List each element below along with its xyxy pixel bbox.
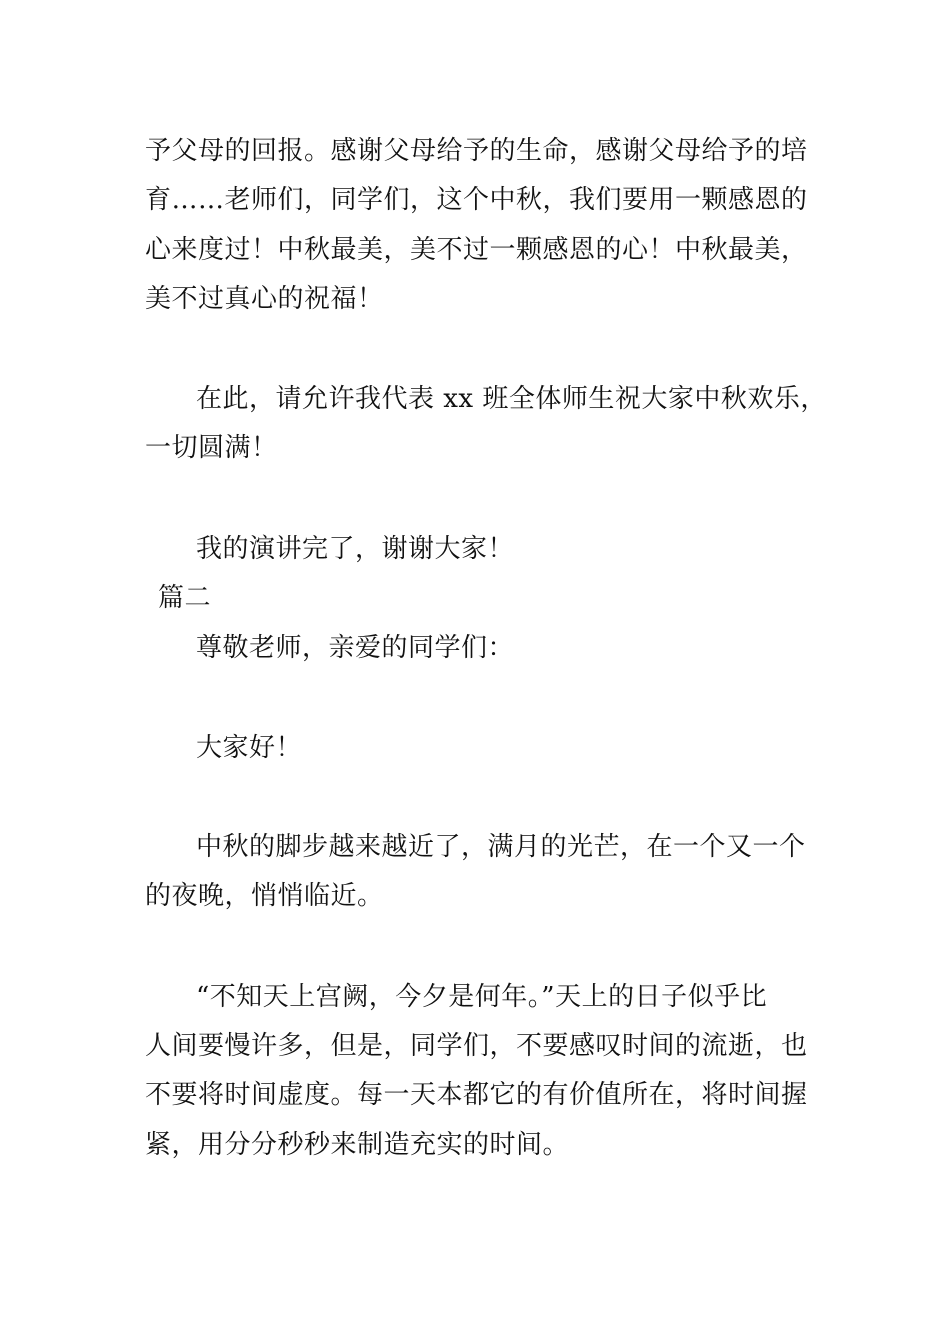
text-line: 大家好！ [196,733,303,763]
text-line: 在此，请允许我代表 xx 班全体师生祝大家中秋欢乐， [196,384,827,414]
text-line: 予父母的回报。感谢父母给予的生命，感谢父母给予的培 [145,136,808,166]
text-line: 尊敬老师，亲爱的同学们： [196,633,515,663]
text-line: 紧，用分分秒秒来制造充实的时间。 [145,1130,570,1160]
text-line: 我的演讲完了，谢谢大家！ [196,534,515,564]
text-line: 一切圆满！ [145,433,278,463]
text-line: “不知天上宫阙，今夕是何年。”天上的日子似乎比 [196,982,768,1012]
text-line: 美不过真心的祝福！ [145,284,384,314]
text-line: 人间要慢许多，但是，同学们，不要感叹时间的流逝，也 [145,1031,808,1061]
text-line: 中秋的脚步越来越近了，满月的光芒，在一个又一个 [196,832,806,862]
text-line: 育……老师们，同学们，这个中秋，我们要用一颗感恩的 [145,185,808,215]
text-line: 不要将时间虚度。每一天本都它的有价值所在，将时间握 [145,1080,808,1110]
section-heading: 篇二 [158,583,212,613]
text-line: 心来度过！中秋最美，美不过一颗感恩的心！中秋最美， [145,235,808,265]
text-line: 的夜晚，悄悄临近。 [145,881,384,911]
